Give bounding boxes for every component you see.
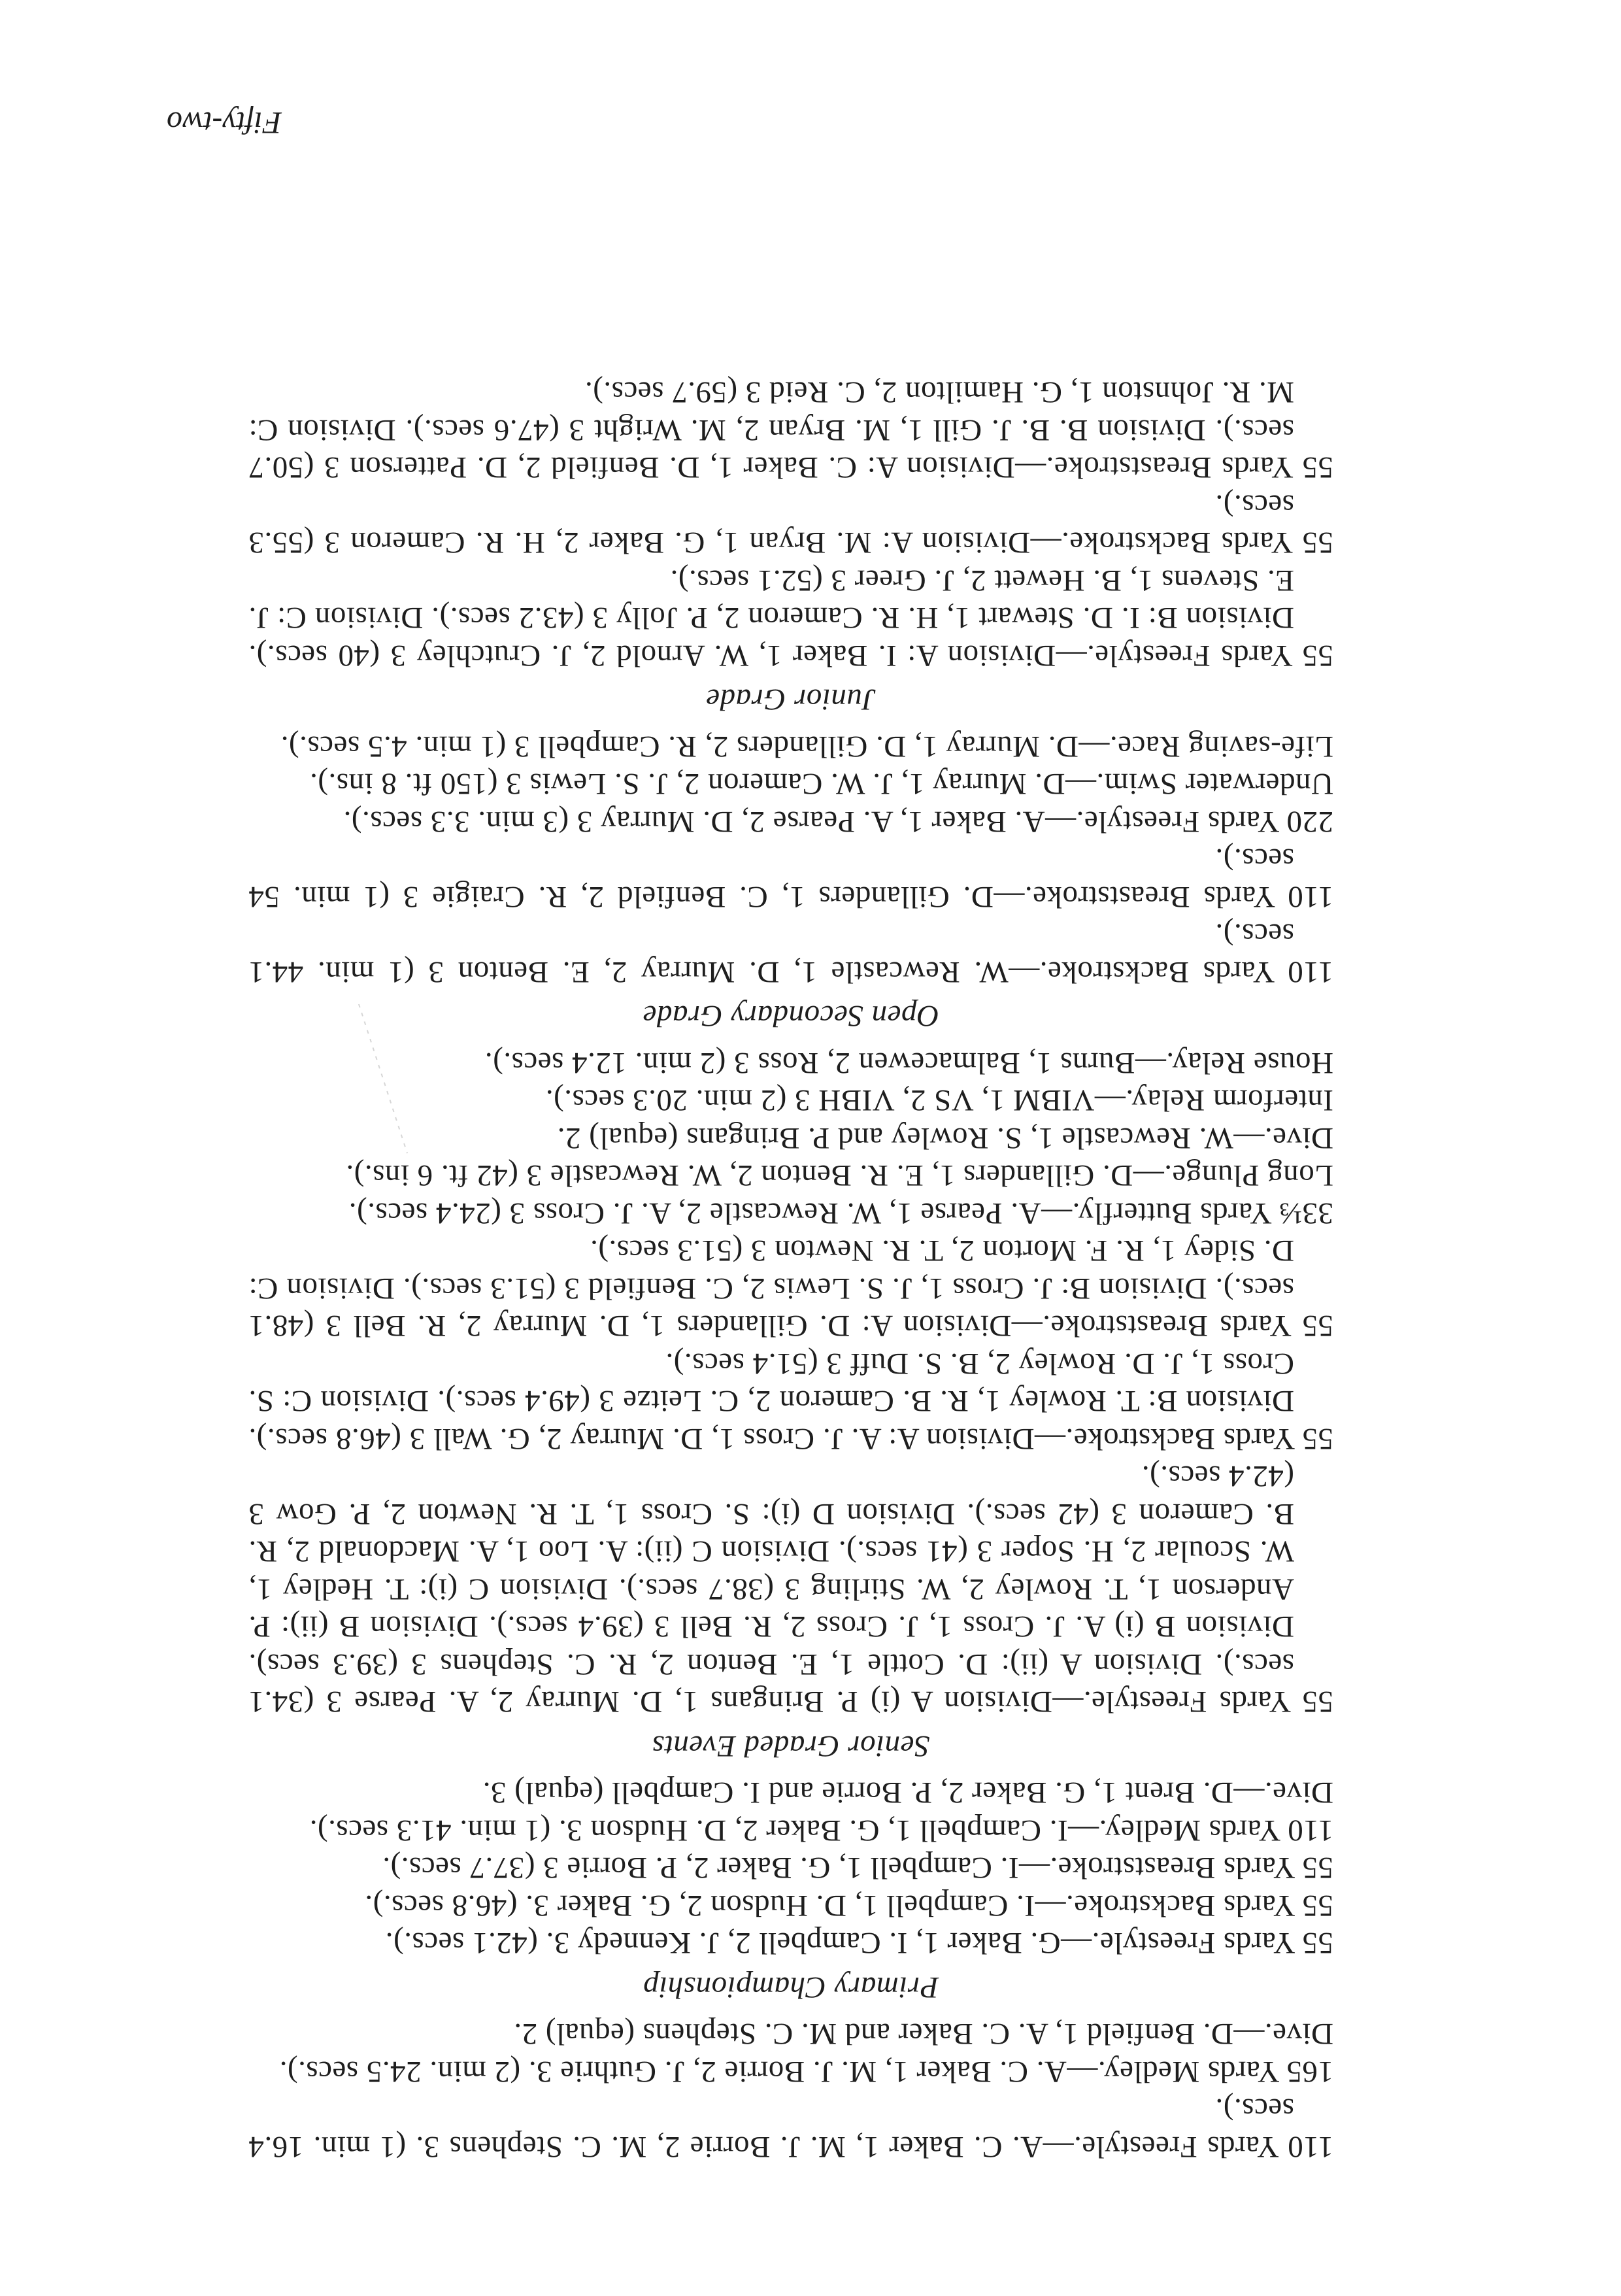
result-entry: 55 Yards Freestyle.—G. Baker 1, I. Campbell 2, J. Kennedy 3. (42.1 secs.). xyxy=(385,1926,1333,1961)
result-entry: Dive.—D. Brent 1, G. Baker 2, P. Borrie and I. Campbell (equal) 3. xyxy=(482,1776,1333,1810)
group-primary-championship xyxy=(248,1774,1333,2006)
group-open-secondary-grade xyxy=(248,728,1333,1035)
page-number: Fifty-two xyxy=(167,105,282,140)
result-entry: Dive.—W. Rewcastle 1, S. Rowley and P. Bringans (equal) 2. xyxy=(557,1121,1333,1155)
result-entry: Underwater Swim.—D. Murray 1, J. W. Cameron 2, J. S. Lewis 3 (150 ft. 8 ins.). xyxy=(309,767,1333,802)
result-entry: 55 Yards Freestyle.—Division A: I. Baker 1, W. Arnold 2, J. Crutchley 3 (40 secs.). Division B: I. D. Stewart 1, H. R. Cameron 2, P. Jolly 3 (43.2 secs.). Division C: J. E. Stevens 1, B. Hewett 2, J. Greer 3 (52.1 secs.). xyxy=(248,564,1333,673)
result-entry: 55 Yards Freestyle.—Division A (i) P. Bringans 1, D. Murray 2, A. Pearse 3 (34.1 secs.). Division A (ii): D. Cottle 1, E. Benton 2, R. C. Stephens 3 (39.3 secs). Division B (i) A. J. Cross 1, J. Cross 2, R. Bell 3 (39.4 secs.). Division B (ii): P. Anderson 1, T. Rowley 2, W. Stirling 3 (38.7 secs.). Division C (i): T. Hedley 1, W. Scoular 2, H. Soper 3 (41 secs.). Division C (ii): A. Loo 1, A. Macdonald 2, R. B. Cameron 3 (42 secs.). Division D (i): S. Cross 1, T. R. Newton 2, P. Gow 3 (42.4 secs.). xyxy=(248,1459,1333,1719)
section-heading: Open Secondary Grade xyxy=(643,999,939,1034)
result-entry: 110 Yards Breaststroke.—D. Gillanders 1, C. Benfield 2, R. Craigie 3 (1 min. 54 secs.). xyxy=(248,842,1333,914)
section-heading: Senior Graded Events xyxy=(652,1729,930,1763)
result-entry: 165 Yards Medley.—A. C. Baker 1, M. J. Borrie 2, J. Guthrie 3. (2 min. 24.5 secs.). xyxy=(279,2055,1333,2089)
results-text xyxy=(248,373,1333,2165)
section-heading: Primary Championship xyxy=(643,1970,939,2004)
result-entry: 55 Yards Backstroke.—Division A: M. Bryan 1, G. Baker 2, H. R. Cameron 3 (55.3 secs.). xyxy=(248,488,1333,560)
result-entry: 55 Yards Breaststroke.—Division A: C. Baker 1, D. Benfield 2, D. Patterson 3 (50.7 secs.). Division B. B. J. Gill 1, M. Bryan 2, M. Wright 3 (47.6 secs.). Division C: M. R. Johnston 1, G. Hamilton 2, C. Reid 3 (59.7 secs.). xyxy=(248,375,1333,485)
result-entry: House Relay.—Burns 1, Balmacewen 2, Ross 3 (2 min. 12.4 secs.). xyxy=(484,1046,1333,1080)
result-entry: 55 Yards Breaststroke.—I. Campbell 1, G. Baker 2, P. Borrie 3 (37.7 secs.). xyxy=(382,1851,1333,1885)
result-entry: 110 Yards Backstroke.—W. Rewcastle 1, D. Murray 2, E. Benton 3 (1 min. 44.1 secs.). xyxy=(248,917,1333,989)
group-senior-graded-events xyxy=(248,1044,1333,1765)
result-entry: Dive.—D. Benfield 1, A. C. Baker and M. C. Stephens (equal) 2. xyxy=(513,2017,1333,2051)
result-entry: Long Plunge.—D. Gillanders 1, E. R. Benton 2, W. Rewcastle 3 (42 ft. 6 ins.). xyxy=(345,1158,1333,1193)
result-entry: 33⅓ Yards Butterfly.—A. Pearse 1, W. Rewcastle 2, A. J. Cross 3 (24.4 secs.). xyxy=(348,1196,1333,1230)
result-entry: 220 Yards Freestyle.—A. Baker 1, A. Pearse 2, D. Murray 3 (3 min. 3.3 secs.). xyxy=(343,805,1333,839)
result-entry: 55 Yards Backstroke.—Division A: A. J. Cross 1, D. Murray 2, G. Wall 3 (46.8 secs.). Division B: T. Rowley 1, R. B. Cameron 2, C. Leitze 3 (49.4 secs.). Division C: S. Cross 1, J. D. Rowley 2, B. S. Duff 3 (51.4 secs.). xyxy=(248,1347,1333,1456)
result-entry: 110 Yards Medley.—I. Campbell 1, G. Baker 2, D. Hudson 3. (1 min. 41.3 secs.). xyxy=(309,1814,1333,1848)
result-entry: 55 Yards Backstroke.—I. Campbell 1, D. Hudson 2, G. Baker 3. (46.8 secs.). xyxy=(364,1889,1333,1923)
result-entry: 55 Yards Breaststroke.—Division A: D. Gillanders 1, D. Murray 2, R. Bell 3 (48.1 secs.). Division B: J. Cross 1, J. S. Lewis 2, C. Benfield 3 (51.3 secs.). Division C: D. Sidey 1, R. F. Morton 2, T. R. Newton 3 (51.3 secs.). xyxy=(248,1234,1333,1343)
group-junior-grade xyxy=(248,373,1333,718)
result-entry: Interform Relay.—VIBM 1, VS 2, VIBH 3 (2 min. 20.3 secs.). xyxy=(545,1083,1333,1118)
result-entry: Life-saving Race.—D. Murray 1, D. Gillanders 2, R. Campbell 3 (1 min. 4.5 secs.). xyxy=(280,730,1333,764)
result-entry: 110 Yards Freestyle.—A. C. Baker 1, M. J. Borrie 2, M. C. Stephens 3. (1 min. 16.4 secs.). xyxy=(248,2092,1333,2164)
group-open-intermediate xyxy=(248,2015,1333,2165)
section-heading: Junior Grade xyxy=(705,683,877,717)
